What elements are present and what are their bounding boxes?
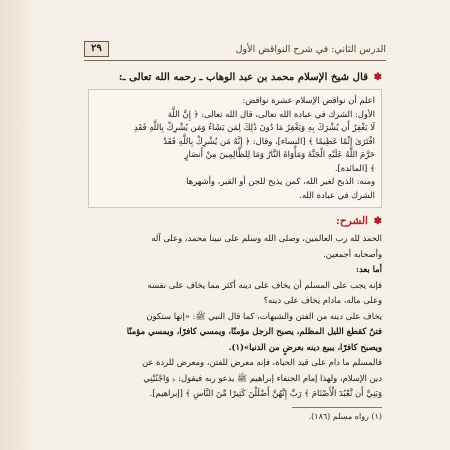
box-line: لَا يَغْفِرُ أَن يُشْرَكَ بِهِ وَيَغْفِرُ مَا دُونَ ذَٰلِكَ لِمَن يَشَاءُ وَمَن يُشْرِكْ بِاللَّهِ فَقَدِ: [133, 122, 375, 132]
paragraph-line: الحمد لله رب العالمين، وصلى الله وسلم على نبينا محمد، وعلى آله: [151, 233, 382, 243]
footnote-divider: [292, 407, 382, 408]
box-line: اعلم أن نواقض الإسلام عشرة نواقض:: [242, 95, 375, 105]
section-heading-sharh: [88, 214, 382, 229]
shaykh-quote-heading: [88, 70, 382, 85]
paragraph-line: فالمسلم ما دام على قيد الحياة، فإنه معرض للفتن، ومعرض للردة عن: [141, 357, 382, 367]
hadith-line: ويصبح كافرًا، يبيع دينه بعرضٍ من الدنيا»(١).: [228, 341, 382, 352]
quoted-text-box: [88, 89, 382, 208]
section-heading-text: الشرح:: [336, 215, 368, 227]
paragraph-line: دين الإسلام، ولهذا إمام الحنفاء إبراهيم ﷺ يدعو ربه فيقول: ﴿ وَاجْنُبْنِي: [143, 372, 382, 383]
paragraph-line: وأصحابه أجمعين.: [323, 248, 382, 259]
shaykh-quote-text: قال شيخ الإسلام محمد بن عبد الوهاب ـ رحمه الله تعالى ـ:: [118, 71, 369, 83]
box-line: الأول: الشرك في عبادة الله تعالى، قال الله تعالى: ﴿ إِنَّ اللَّهَ: [167, 108, 375, 119]
page-content: [88, 70, 382, 423]
paragraph-line: يخاف على دينه من الفتن والشبهات، كما قال النبي ﷺ: «إنها ستكون: [146, 310, 382, 321]
hadith-line: فتنٌ كقطع الليل المظلم، يصبح الرجل مؤمنًا، ويمسي كافرًا، ويمسي مؤمنًا: [126, 326, 382, 336]
paragraph-line: وعلى ماله، مادام يخاف على دينه؟: [263, 295, 382, 305]
box-line: افْتَرَىٰ إِثْمًا عَظِيمًا ﴾ [النساء]، وقال: ﴿ إِنَّهُ مَن يُشْرِكْ بِاللَّهِ فَقَدْ: [163, 135, 375, 146]
page-header: [84, 38, 386, 61]
page-number: ٢٩: [84, 41, 109, 57]
box-line: ﴾ [المائدة].: [334, 162, 375, 173]
star-ornament-icon: ✽: [373, 216, 382, 227]
star-ornament-icon: ✽: [373, 72, 382, 83]
footnote: (١) رواه مسلم (١٨٦).: [308, 411, 382, 421]
amma-bad-label: أما بعد:: [355, 264, 382, 274]
paragraph-line: وَبَنِيَّ أَن نَّعْبُدَ الْأَصْنَامَ ﴾ رَبِّ إِنَّهُنَّ أَضْلَلْنَ كَثِيرًا مِّنَ النَّاسِ ﴾ [إبراهيم].: [149, 388, 382, 398]
running-header-title: الدرس الثاني: في شرح النواقض الأول: [235, 43, 386, 55]
box-line: حَرَّمَ اللَّهُ عَلَيْهِ الْجَنَّةَ وَمَأْوَاهُ النَّارُ وَمَا لِلظَّالِمِينَ مِنْ أَنصَارٍ: [184, 149, 375, 159]
box-line: الشرك في عبادة الله.: [299, 189, 375, 200]
box-line: ومنه: الذبح لغير الله، كمن يذبح للجن أو القبر، وأشهرها: [186, 176, 375, 186]
page-gutter-edge: [0, 0, 40, 450]
paragraph-line: فإنه يجب على المسلم أن يخاف على دينه أكثر مما يخاف على نفسه: [147, 279, 382, 290]
